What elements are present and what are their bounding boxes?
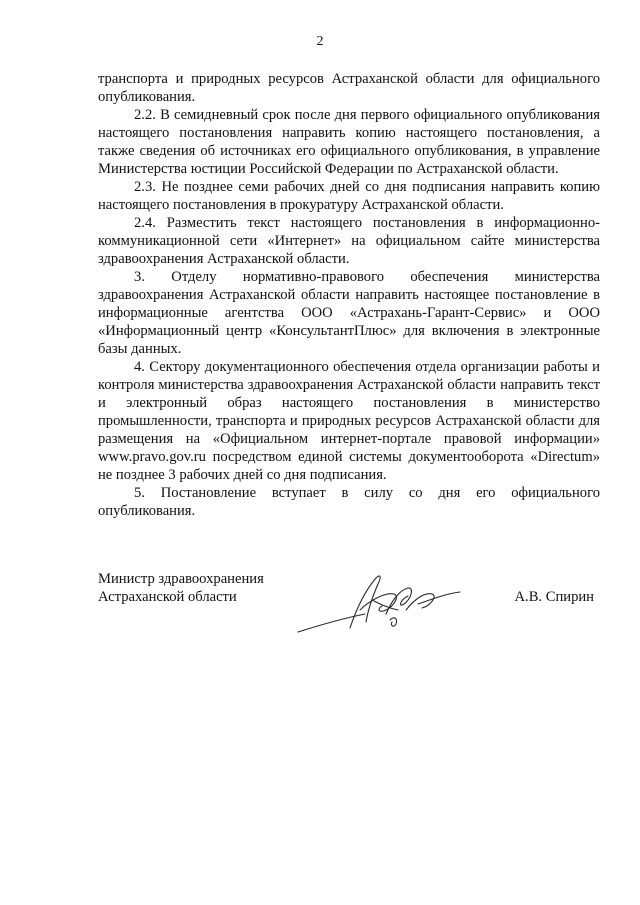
- paragraph-5: 5. Постановление вступает в силу со дня его официального опубликования.: [98, 485, 600, 519]
- paragraph-3: 3. Отделу нормативно-правового обеспечения министерства здравоохранения Астраханской области направить настоящее постановление в информационные агентства ООО «Астрахань-Гарант-Сервис» и ООО «Информационный центр «КонсультантПлюс» для включения в электронные базы данных.: [98, 269, 600, 357]
- paragraph-2-3: 2.3. Не позднее семи рабочих дней со дня подписания направить копию настоящего постановления в прокуратуру Астраханской области.: [98, 179, 600, 213]
- handwritten-signature: [290, 570, 480, 640]
- signatory-title-line2: Астраханской области: [98, 589, 237, 605]
- paragraph-4: 4. Сектору документационного обеспечения отдела организации работы и контроля министерства здравоохранения Астраханской области направить текст и электронный образ настоящего постановления в министерство промышленности, транспорта и природных ресурсов Астраханской области для размещения на «Официальном интернет-портале правовой информации» www.pravo.gov.ru посредством единой системы документооборота «Directum» не позднее 3 рабочих дней со дня подписания.: [98, 359, 600, 483]
- paragraph-2-4: 2.4. Разместить текст настоящего постановления в информационно-коммуникационной сети «Интернет» на официальном сайте министерства здравоохранения Астраханской области.: [98, 215, 600, 267]
- paragraph-2-2: 2.2. В семидневный срок после дня первого официального опубликования настоящего постановления направить копию настоящего постановления, а также сведения об источниках его официального опубликования, в управление Министерства юстиции Российской Федерации по Астраханской области.: [98, 107, 600, 177]
- page-number: 2: [316, 34, 324, 49]
- paragraph-continuation: транспорта и природных ресурсов Астраханской области для официального опубликования.: [98, 71, 600, 105]
- document-body: [98, 70, 600, 520]
- signatory-name: А.В. Спирин: [514, 589, 594, 605]
- signatory-title-line1: Министр здравоохранения: [98, 571, 264, 587]
